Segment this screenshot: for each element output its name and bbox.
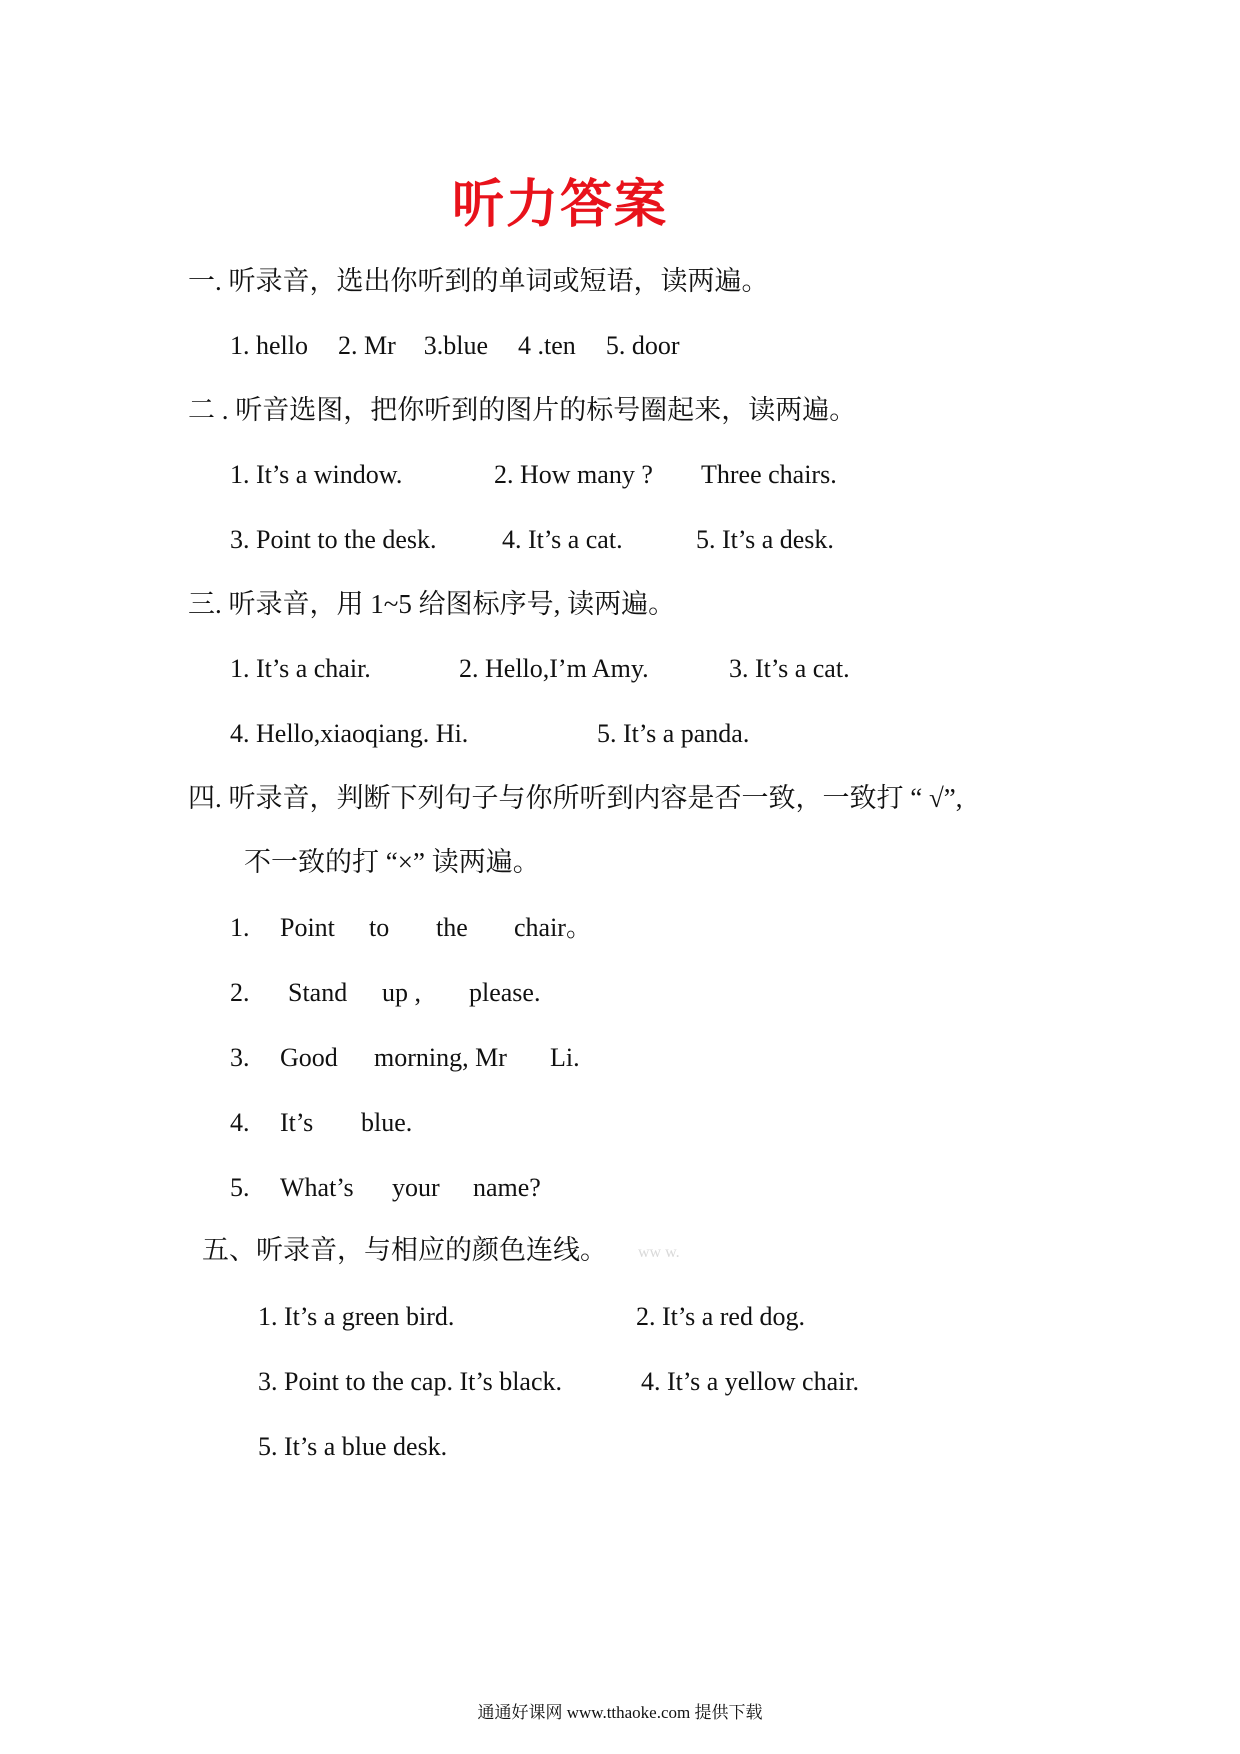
- section-5-answer-1: 1. It’s a green bird.: [258, 1302, 455, 1331]
- section-4-item-3-word: Li.: [550, 1043, 580, 1072]
- section-4-item-3-word: Good: [280, 1043, 338, 1072]
- section-1-question: 一. 听录音，选出你听到的单词或短语，读两遍。: [188, 266, 769, 296]
- section-3-answer-3: 3. It’s a cat.: [729, 654, 850, 683]
- section-4-item-1-word: the: [436, 913, 468, 942]
- section-4-item-5-word: your: [392, 1173, 440, 1202]
- answer-1: 1. hello: [230, 331, 308, 360]
- section-4-item-1-word: chair。: [514, 913, 592, 942]
- section-4-item-1-word: to: [369, 913, 390, 942]
- section-4-item-4-num: 4.: [230, 1108, 250, 1137]
- section-4-item-3-word: morning, Mr: [374, 1043, 507, 1072]
- section-2-answer-5: 5. It’s a desk.: [696, 525, 834, 554]
- section-4-item-3-num: 3.: [230, 1043, 250, 1072]
- section-4-item-5-num: 5.: [230, 1173, 250, 1202]
- section-5-answer-2: 2. It’s a red dog.: [636, 1302, 805, 1331]
- section-4-question: 四. 听录音，判断下列句子与你所听到内容是否一致，一致打 “ √”,: [188, 783, 963, 813]
- section-4-item-2-num: 2.: [230, 978, 250, 1007]
- page-title: 听力答案: [451, 175, 668, 235]
- page-footer: 通通好课网 www.tthaoke.com 提供下载: [477, 1703, 763, 1722]
- section-3-answer-1: 1. It’s a chair.: [230, 654, 371, 683]
- section-4-item-2-word: Stand: [288, 978, 348, 1007]
- section-5-answer-3: 3. Point to the cap. It’s black.: [258, 1367, 563, 1396]
- section-4-item-2-word: please.: [469, 978, 541, 1007]
- section-2-answer-4: 4. It’s a cat.: [502, 525, 623, 554]
- section-3-answer-4: 4. Hello,xiaoqiang. Hi.: [230, 719, 469, 748]
- section-4-item-1-word: Point: [280, 913, 335, 942]
- watermark-text: ww w.: [638, 1244, 680, 1261]
- section-3-answer-5: 5. It’s a panda.: [597, 719, 750, 748]
- section-3-answer-2: 2. Hello,I’m Amy.: [459, 654, 649, 683]
- section-2-question: 二 . 听音选图，把你听到的图片的标号圈起来，读两遍。: [188, 395, 857, 425]
- section-4-item-4-word: It’s: [280, 1108, 314, 1137]
- section-2-answer-2-cont: Three chairs.: [701, 460, 837, 489]
- section-4-question-cont: 不一致的打 “×” 读两遍。: [244, 847, 540, 877]
- answer-2: 2. Mr: [338, 331, 396, 360]
- section-2-answer-3: 3. Point to the desk.: [230, 525, 437, 554]
- section-4-item-2-word: up ,: [382, 978, 421, 1007]
- answer-4: 4 .ten: [518, 331, 576, 360]
- section-4-item-5-word: name?: [473, 1173, 541, 1202]
- section-5-answer-5: 5. It’s a blue desk.: [258, 1432, 448, 1461]
- section-5-question: 五、听录音，与相应的颜色连线。: [202, 1235, 607, 1265]
- section-3-question: 三. 听录音，用 1~5 给图标序号, 读两遍。: [188, 589, 676, 619]
- section-4-item-4-word: blue.: [361, 1108, 413, 1137]
- section-4-item-1-num: 1.: [230, 913, 250, 942]
- answer-3: 3.blue: [423, 331, 489, 360]
- section-2-answer-2: 2. How many ?: [494, 460, 653, 489]
- section-1-answers: [230, 329, 679, 363]
- section-2-answer-1: 1. It’s a window.: [230, 460, 403, 489]
- answer-5: 5. door: [605, 331, 680, 360]
- section-5-answer-4: 4. It’s a yellow chair.: [641, 1367, 860, 1396]
- section-4-item-5-word: What’s: [280, 1173, 354, 1202]
